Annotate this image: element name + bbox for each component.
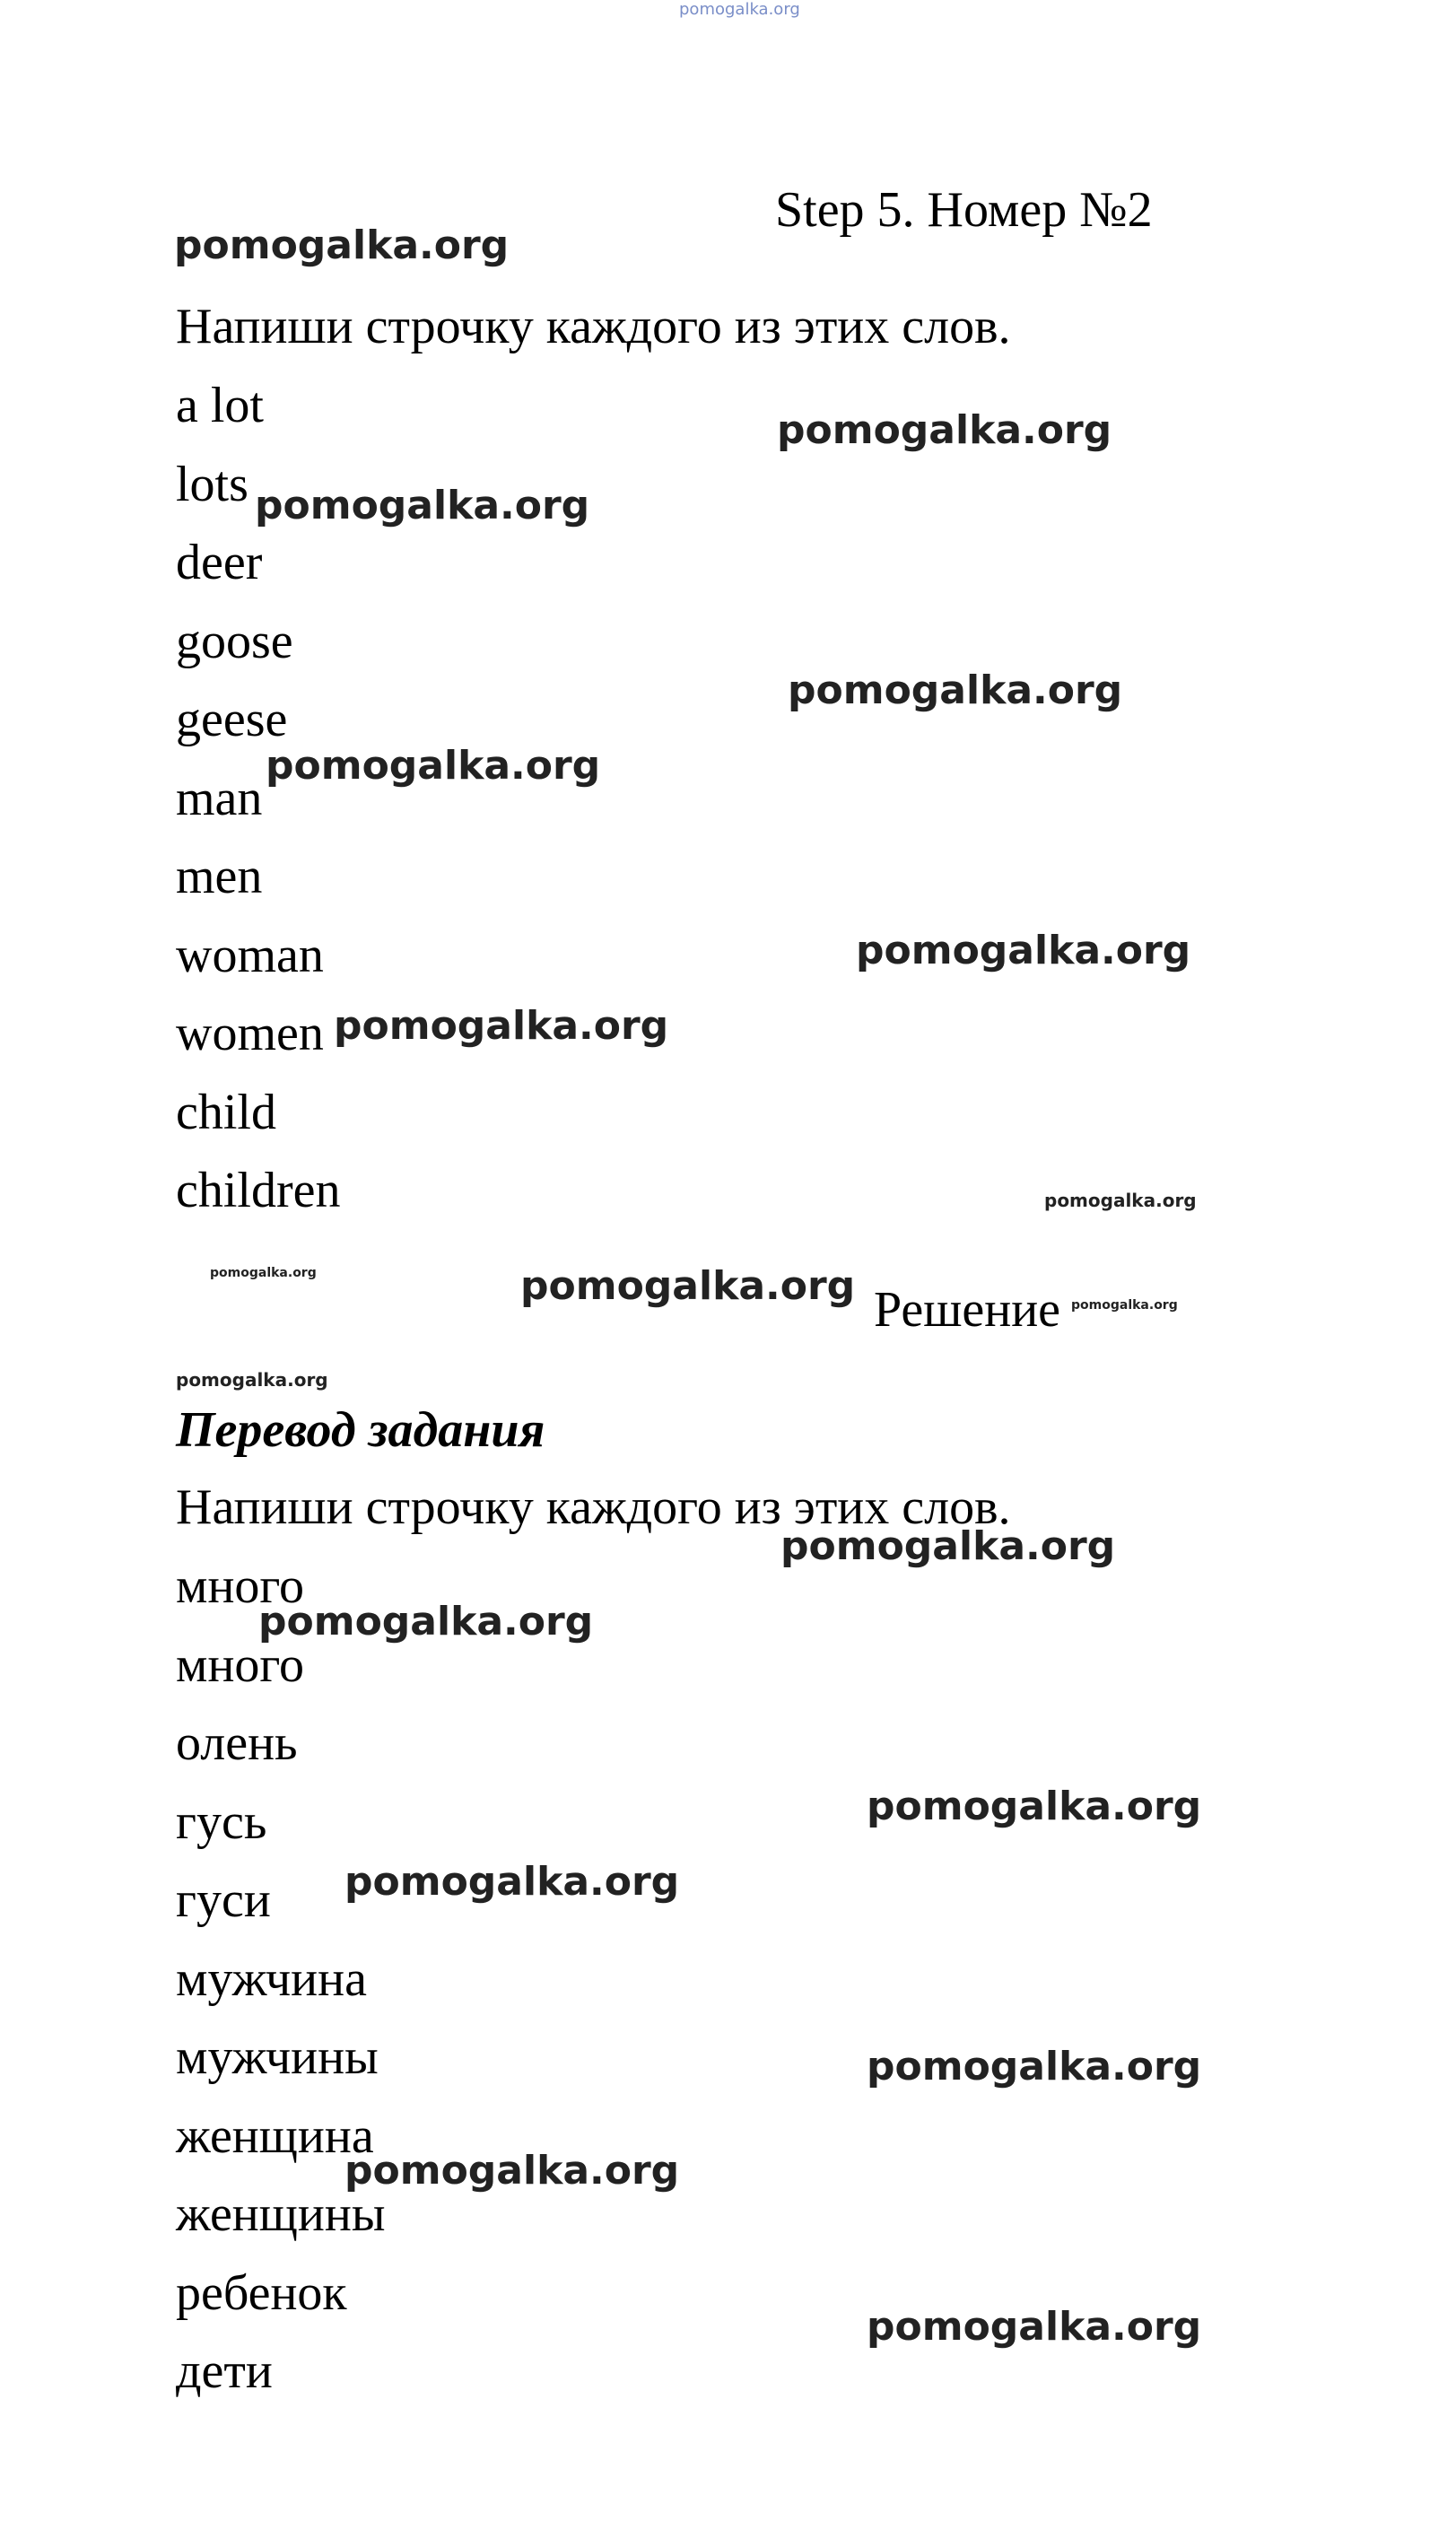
watermark: pomogalka.org bbox=[258, 1599, 594, 1644]
word-item: men bbox=[176, 849, 263, 904]
watermark: pomogalka.org bbox=[867, 2304, 1202, 2350]
word-item: woman bbox=[176, 927, 324, 983]
watermark: pomogalka.org bbox=[176, 1369, 328, 1391]
word-item: women bbox=[176, 1006, 324, 1061]
watermark: pomogalka.org bbox=[867, 2044, 1202, 2089]
word-item: много bbox=[176, 1558, 304, 1614]
watermark: pomogalka.org bbox=[174, 222, 510, 268]
word-item: a lot bbox=[176, 378, 264, 433]
translation-heading: Перевод задания bbox=[176, 1402, 545, 1458]
watermark: pomogalka.org bbox=[344, 2148, 680, 2194]
watermark: pomogalka.org bbox=[777, 407, 1112, 453]
word-item: ребенок bbox=[176, 2264, 347, 2321]
watermark: pomogalka.org bbox=[255, 483, 590, 528]
solution-label: Решение bbox=[874, 1282, 1061, 1338]
watermark: pomogalka.org bbox=[210, 1266, 317, 1280]
word-item: geese bbox=[176, 692, 288, 747]
word-item: goose bbox=[176, 613, 293, 669]
task-instruction: Напиши строчку каждого из этих слов. bbox=[176, 299, 1011, 354]
word-item: child bbox=[176, 1084, 276, 1140]
word-item: children bbox=[176, 1163, 341, 1218]
word-item: дети bbox=[176, 2343, 273, 2399]
watermark: pomogalka.org bbox=[266, 743, 601, 789]
word-item: олень bbox=[176, 1715, 298, 1771]
word-item: гуси bbox=[176, 1872, 271, 1928]
word-item: гусь bbox=[176, 1793, 267, 1850]
word-item: женщина bbox=[176, 2107, 374, 2164]
word-item: мужчина bbox=[176, 1950, 367, 2007]
word-item: мужчины bbox=[176, 2029, 379, 2085]
top-watermark: pomogalka.org bbox=[679, 0, 800, 19]
word-item: man bbox=[176, 770, 263, 826]
watermark: pomogalka.org bbox=[867, 1784, 1202, 1829]
word-item: женщины bbox=[176, 2186, 386, 2242]
watermark: pomogalka.org bbox=[780, 1523, 1116, 1569]
watermark: pomogalka.org bbox=[788, 667, 1123, 713]
word-item: lots bbox=[176, 456, 248, 512]
watermark: pomogalka.org bbox=[856, 928, 1191, 973]
russian-word-list bbox=[176, 1558, 386, 2425]
watermark: pomogalka.org bbox=[1044, 1190, 1197, 1211]
watermark: pomogalka.org bbox=[334, 1003, 669, 1049]
watermark: pomogalka.org bbox=[344, 1859, 680, 1905]
translation-instruction: Напиши строчку каждого из этих слов. bbox=[176, 1479, 1011, 1535]
watermark: pomogalka.org bbox=[520, 1263, 856, 1309]
word-item: много bbox=[176, 1636, 304, 1693]
watermark: pomogalka.org bbox=[1071, 1298, 1178, 1313]
page-title: Step 5. Номер №2 bbox=[775, 182, 1153, 238]
word-item: deer bbox=[176, 535, 263, 590]
